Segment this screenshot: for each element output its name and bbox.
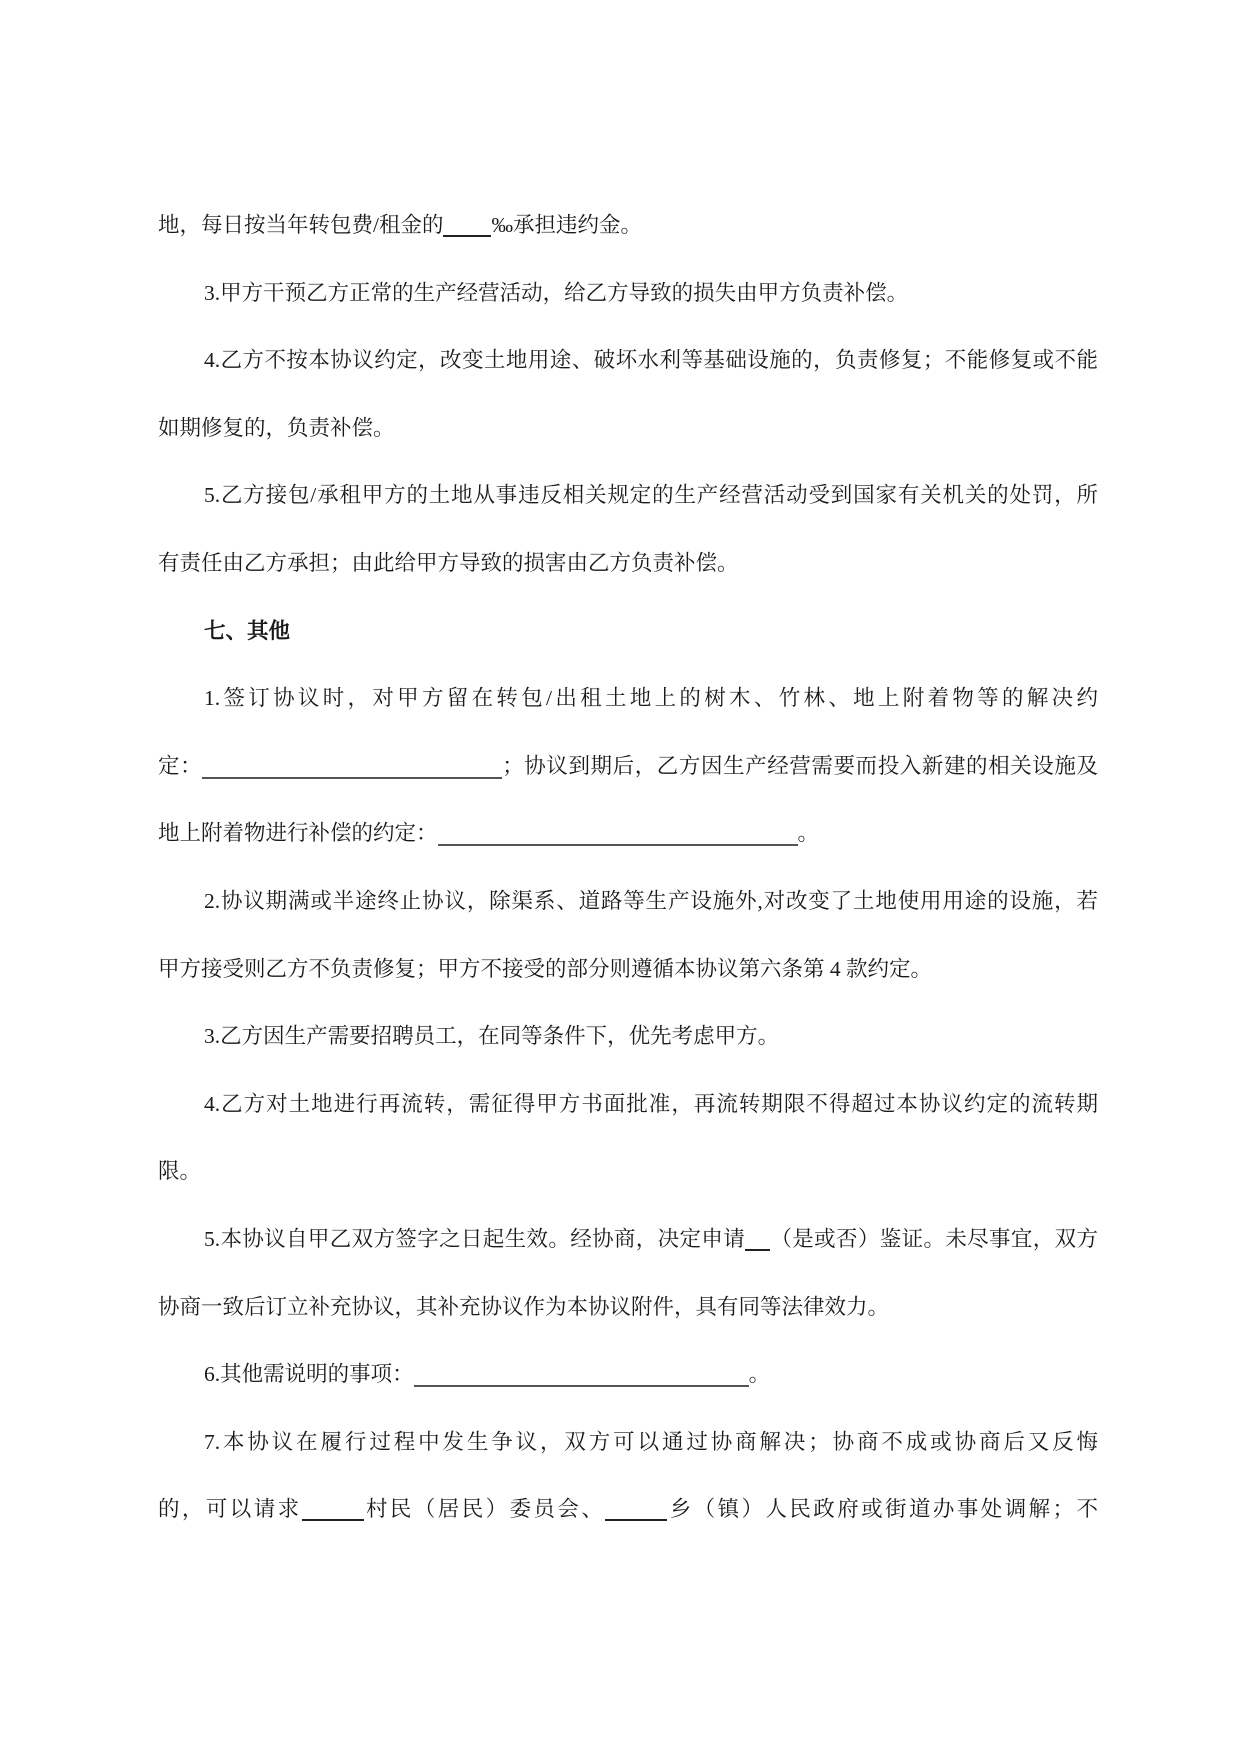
document-line	[158, 260, 1098, 328]
document-line	[158, 598, 1098, 666]
line-text: 限。	[158, 1159, 202, 1184]
document-line	[158, 1274, 1098, 1342]
document-line	[158, 1206, 1098, 1274]
line-text: 村民（居民）委员会、	[363, 1497, 606, 1522]
document-line	[158, 1409, 1098, 1477]
line-text: 如期修复的，负责补偿。	[158, 415, 395, 440]
line-text: 协商一致后订立补充协议，其补充协议作为本协议附件，具有同等法律效力。	[158, 1294, 890, 1319]
fill-in-blank-underline	[605, 1519, 667, 1521]
line-text: 七、其他	[204, 618, 291, 643]
document-line	[158, 1138, 1098, 1206]
document-line	[158, 192, 1098, 260]
document-line	[158, 868, 1098, 936]
fill-in-blank-underline	[302, 1519, 364, 1521]
line-text: 2.协议期满或半途终止协议，除渠系、道路等生产设施外,对改变了土地使用用途的设施，若	[204, 888, 1098, 913]
line-text: 定：	[158, 753, 203, 778]
line-text: （是或否）鉴证。未尽事宜，双方	[770, 1226, 1098, 1251]
document-line	[158, 1476, 1098, 1544]
document-line	[158, 327, 1098, 395]
document-line	[158, 665, 1098, 733]
line-text: 5.本协议自甲乙双方签字之日起生效。经协商，决定申请	[204, 1226, 746, 1251]
line-text: 4.乙方对土地进行再流转，需征得甲方书面批准，再流转期限不得超过本协议约定的流转期	[204, 1091, 1098, 1116]
line-text: 3.甲方干预乙方正常的生产经营活动，给乙方导致的损失由甲方负责补偿。	[204, 280, 909, 305]
document-line	[158, 800, 1098, 868]
line-text: 5.乙方接包/承租甲方的土地从事违反相关规定的生产经营活动受到国家有关机关的处罚，所	[204, 483, 1098, 508]
line-text: 。	[797, 821, 820, 846]
fill-in-blank-underline	[438, 844, 798, 846]
document-line	[158, 1341, 1098, 1409]
line-text: 4.乙方不按本协议约定，改变土地用途、破坏水利等基础设施的，负责修复；不能修复或不能	[204, 348, 1098, 373]
line-text: 甲方接受则乙方不负责修复；甲方不接受的部分则遵循本协议第六条第 4 款约定。	[158, 956, 933, 981]
document-line	[158, 395, 1098, 463]
document-line	[158, 462, 1098, 530]
line-text: 地上附着物进行补偿的约定：	[158, 821, 438, 846]
line-text: ‰承担违约金。	[491, 213, 642, 237]
line-text: 3.乙方因生产需要招聘员工，在同等条件下，优先考虑甲方。	[204, 1024, 780, 1049]
document-line	[158, 1003, 1098, 1071]
contract-document-page	[158, 192, 1098, 1544]
document-line	[158, 530, 1098, 598]
document-line	[158, 936, 1098, 1004]
line-text: 1.签订协议时，对甲方留在转包/出租土地上的树木、竹林、地上附着物等的解决约	[204, 686, 1098, 711]
line-text: 有责任由乙方承担；由此给甲方导致的损害由乙方负责补偿。	[158, 550, 739, 575]
fill-in-blank-underline	[745, 1249, 770, 1251]
line-text: 的，可以请求	[158, 1497, 302, 1522]
document-line	[158, 733, 1098, 801]
document-line	[158, 1071, 1098, 1139]
fill-in-blank-underline	[202, 777, 502, 779]
line-text: 地，每日按当年转包费/租金的	[158, 213, 444, 237]
line-text: 6.其他需说明的事项：	[204, 1362, 414, 1387]
line-text: ；协议到期后，乙方因生产经营需要而投入新建的相关设施及	[502, 753, 1098, 778]
line-text: 。	[748, 1362, 771, 1387]
fill-in-blank-underline	[443, 235, 491, 237]
line-text: 7.本协议在履行过程中发生争议，双方可以通过协商解决；协商不成或协商后又反悔	[204, 1429, 1098, 1454]
line-text: 乡（镇）人民政府或街道办事处调解；不	[667, 1497, 1098, 1522]
fill-in-blank-underline	[414, 1385, 749, 1387]
